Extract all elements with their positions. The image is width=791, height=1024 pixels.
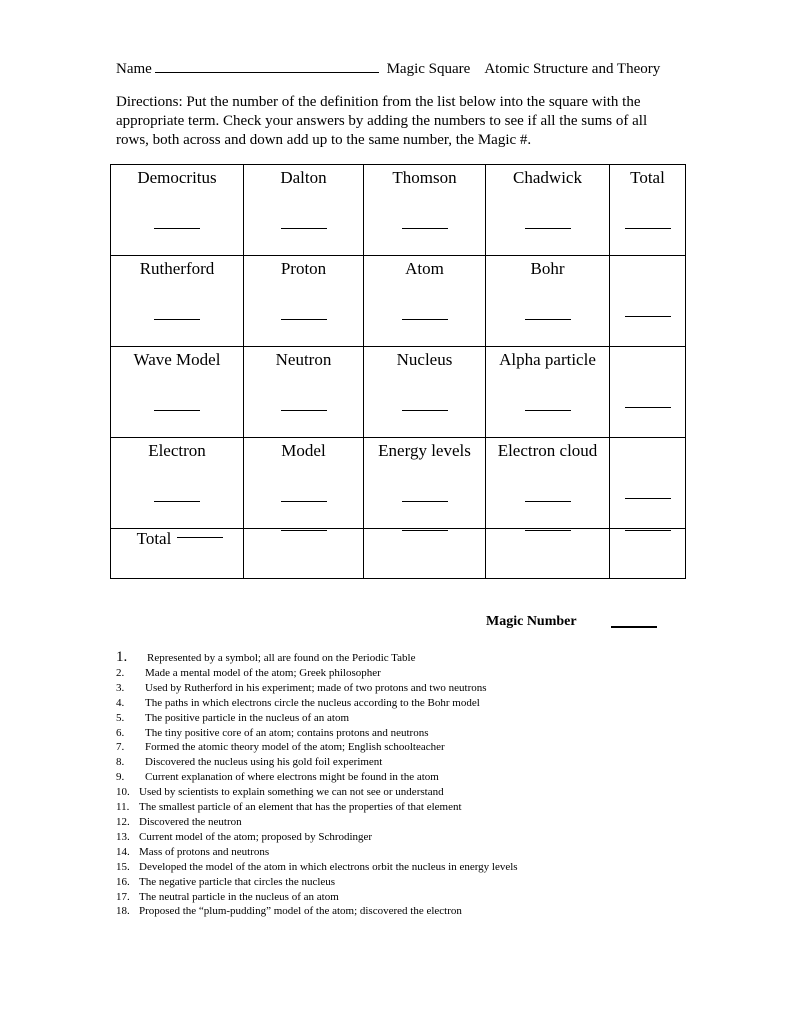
definition-number: 11. bbox=[116, 801, 130, 814]
definition-number: 13. bbox=[116, 830, 130, 843]
definition-text: The neutral particle in the nucleus of an atom bbox=[139, 890, 339, 903]
definition-item bbox=[116, 904, 518, 919]
grid-cell bbox=[244, 256, 364, 347]
definition-text: The tiny positive core of an atom; contains protons and neutrons bbox=[145, 726, 429, 739]
term-label: Alpha particle bbox=[499, 350, 596, 369]
term-label: Thomson bbox=[392, 168, 457, 187]
definition-text: Used by Rutherford in his experiment; made of two protons and two neutrons bbox=[145, 681, 487, 694]
worksheet-title: Magic Square bbox=[386, 61, 471, 77]
definition-text: The smallest particle of an element that has the properties of that element bbox=[139, 801, 462, 814]
grid-cell bbox=[486, 256, 610, 347]
definition-text: Used by scientists to explain something we can not see or understand bbox=[139, 786, 444, 799]
definition-text: Discovered the nucleus using his gold foil experiment bbox=[145, 756, 383, 769]
magic-number-blank[interactable] bbox=[611, 625, 657, 628]
name-label: Name bbox=[116, 61, 152, 77]
definition-item bbox=[116, 860, 518, 875]
definitions-list bbox=[116, 650, 518, 919]
term-label: Nucleus bbox=[396, 350, 453, 369]
grid-cell bbox=[364, 438, 486, 529]
grid-row bbox=[111, 347, 686, 438]
definition-text: The positive particle in the nucleus of an atom bbox=[145, 711, 350, 724]
total-blank[interactable] bbox=[281, 529, 327, 531]
term-label: Rutherford bbox=[139, 259, 215, 278]
definition-item bbox=[116, 711, 518, 726]
magic-number bbox=[486, 614, 657, 630]
term-label: Democritus bbox=[137, 168, 217, 187]
grid-cell bbox=[111, 347, 244, 438]
definition-number: 5. bbox=[116, 711, 125, 724]
definition-number: 2. bbox=[116, 666, 125, 679]
term-label: Atom bbox=[405, 259, 444, 278]
grid-cell bbox=[610, 256, 686, 347]
total-blank[interactable] bbox=[177, 536, 223, 538]
definition-item bbox=[116, 726, 518, 741]
definition-text: The negative particle that circles the nucleus bbox=[139, 875, 336, 888]
definition-number: 18. bbox=[116, 905, 130, 918]
grid-cell bbox=[610, 438, 686, 529]
answer-blank[interactable] bbox=[525, 208, 571, 229]
definition-item bbox=[116, 830, 518, 845]
answer-blank[interactable] bbox=[402, 208, 448, 229]
definition-text: Represented by a symbol; all are found on the Periodic Table bbox=[147, 652, 416, 664]
answer-blank[interactable] bbox=[154, 390, 200, 411]
definition-number: 6. bbox=[116, 726, 125, 739]
total-cell bbox=[364, 529, 486, 579]
totals-row bbox=[111, 529, 686, 579]
grid-cell bbox=[364, 347, 486, 438]
term-label: Electron bbox=[148, 441, 206, 460]
grid-cell bbox=[244, 347, 364, 438]
definition-number: 14. bbox=[116, 845, 130, 858]
answer-blank[interactable] bbox=[625, 478, 671, 499]
grid-row bbox=[111, 256, 686, 347]
worksheet-header bbox=[116, 58, 660, 78]
definition-number: 16. bbox=[116, 875, 130, 888]
answer-blank[interactable] bbox=[281, 299, 327, 320]
definition-number: 15. bbox=[116, 860, 130, 873]
answer-blank[interactable] bbox=[154, 208, 200, 229]
grid-cell bbox=[364, 256, 486, 347]
definition-item bbox=[116, 666, 518, 681]
definition-item bbox=[116, 815, 518, 830]
grid-cell bbox=[111, 256, 244, 347]
answer-blank[interactable] bbox=[154, 481, 200, 502]
grid-cell bbox=[111, 438, 244, 529]
total-cell bbox=[610, 529, 686, 579]
definition-item bbox=[116, 681, 518, 696]
definition-item bbox=[116, 875, 518, 890]
grid-cell bbox=[486, 438, 610, 529]
magic-square-grid bbox=[110, 164, 686, 579]
definition-number: 12. bbox=[116, 815, 130, 828]
definition-text: Current model of the atom; proposed by Schrodinger bbox=[139, 830, 373, 843]
term-label: Wave Model bbox=[133, 350, 221, 369]
definition-item bbox=[116, 740, 518, 755]
name-blank[interactable] bbox=[155, 58, 379, 73]
definition-number: 4. bbox=[116, 696, 125, 709]
definition-text: Developed the model of the atom in which electrons orbit the nucleus in energy levels bbox=[139, 860, 518, 873]
grid-cell bbox=[486, 347, 610, 438]
definition-number: 10. bbox=[116, 786, 130, 799]
grid-cell bbox=[610, 347, 686, 438]
term-label: Proton bbox=[280, 259, 327, 278]
definition-number: 3. bbox=[116, 681, 125, 694]
definition-text: Formed the atomic theory model of the atom; English schoolteacher bbox=[145, 741, 445, 754]
definition-item bbox=[116, 696, 518, 711]
definition-item bbox=[116, 800, 518, 815]
definition-number: 17. bbox=[116, 890, 130, 903]
total-cell bbox=[244, 529, 364, 579]
definition-text: Current explanation of where electrons might be found in the atom bbox=[145, 771, 439, 784]
term-label: Electron cloud bbox=[497, 441, 598, 460]
answer-blank[interactable] bbox=[625, 387, 671, 408]
term-label: Neutron bbox=[275, 350, 332, 369]
grid-row bbox=[111, 438, 686, 529]
definition-number: 9. bbox=[116, 771, 125, 784]
answer-blank[interactable] bbox=[281, 208, 327, 229]
definition-number: 8. bbox=[116, 756, 125, 769]
answer-blank[interactable] bbox=[525, 481, 571, 502]
answer-blank[interactable] bbox=[281, 390, 327, 411]
definition-item bbox=[116, 650, 518, 666]
total-blank[interactable] bbox=[625, 529, 671, 531]
term-label: Energy levels bbox=[378, 441, 471, 460]
definition-text: Proposed the “plum-pudding” model of the atom; discovered the electron bbox=[139, 905, 462, 918]
total-label-cell bbox=[111, 529, 244, 579]
definition-item bbox=[116, 785, 518, 800]
total-blank[interactable] bbox=[525, 529, 571, 531]
grid-row bbox=[111, 165, 686, 256]
definition-text: Mass of protons and neutrons bbox=[139, 845, 270, 858]
term-label: Total bbox=[630, 168, 665, 187]
definition-text: Made a mental model of the atom; Greek philosopher bbox=[145, 666, 381, 679]
total-label: Total bbox=[136, 529, 172, 548]
answer-blank[interactable] bbox=[525, 299, 571, 320]
term-label: Model bbox=[281, 441, 326, 460]
answer-blank[interactable] bbox=[525, 390, 571, 411]
grid-cell bbox=[610, 165, 686, 256]
definition-item bbox=[116, 845, 518, 860]
answer-blank[interactable] bbox=[402, 390, 448, 411]
definition-text: The paths in which electrons circle the nucleus according to the Bohr model bbox=[145, 696, 480, 709]
total-blank[interactable] bbox=[402, 529, 448, 531]
definition-number: 7. bbox=[116, 741, 125, 754]
total-cell bbox=[486, 529, 610, 579]
grid-cell bbox=[111, 165, 244, 256]
magic-number-label: Magic Number bbox=[486, 614, 577, 629]
answer-blank[interactable] bbox=[154, 299, 200, 320]
definition-item bbox=[116, 770, 518, 785]
grid-cell bbox=[244, 165, 364, 256]
definition-item bbox=[116, 890, 518, 905]
answer-blank[interactable] bbox=[281, 481, 327, 502]
definition-text: Discovered the neutron bbox=[139, 815, 242, 828]
worksheet-subtitle: Atomic Structure and Theory bbox=[484, 61, 661, 77]
grid-cell bbox=[244, 438, 364, 529]
answer-blank[interactable] bbox=[402, 299, 448, 320]
answer-blank[interactable] bbox=[625, 208, 671, 229]
definition-item bbox=[116, 755, 518, 770]
definition-number: 1. bbox=[116, 649, 128, 665]
answer-blank[interactable] bbox=[402, 481, 448, 502]
directions-text: Directions: Put the number of the definition from the list below into the square with the appropriate term. Check your answers by adding the numbers to see if all the sums of all rows, both across and down add up to the same number, the Magic #. bbox=[116, 94, 648, 148]
term-label: Bohr bbox=[530, 259, 565, 278]
grid-cell bbox=[364, 165, 486, 256]
term-label: Chadwick bbox=[513, 168, 582, 187]
term-label: Dalton bbox=[280, 168, 327, 187]
answer-blank[interactable] bbox=[625, 296, 671, 317]
grid-cell bbox=[486, 165, 610, 256]
